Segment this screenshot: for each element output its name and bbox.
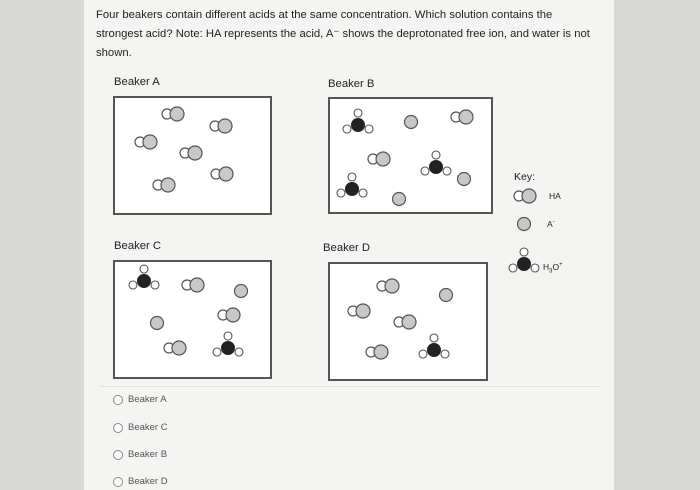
h3o-molecule	[420, 150, 454, 180]
ha-molecule	[133, 134, 163, 150]
ha-molecule	[346, 303, 376, 319]
question-text: Four beakers contain different acids at the same concentration. Which solution contains the strongest acid? Note: HA represents the acid, A⁻ shows the deprotonated free ion, and water is not shown.	[96, 9, 590, 59]
a-minus-ion	[148, 314, 166, 332]
ha-molecule	[151, 177, 181, 193]
key-ha-label: HA	[549, 191, 561, 201]
ha-molecule	[449, 109, 479, 125]
a-minus-ion	[390, 190, 408, 208]
ha-molecule	[160, 106, 190, 122]
key-ha-icon	[512, 188, 542, 204]
choice-beaker-c[interactable]	[113, 422, 168, 433]
radio-button[interactable]	[113, 477, 123, 487]
ha-molecule	[180, 277, 210, 293]
ha-molecule	[375, 278, 405, 294]
h3o-molecule	[336, 172, 370, 202]
choice-label: Beaker A	[128, 394, 167, 405]
ha-molecule	[209, 166, 239, 182]
ha-molecule	[366, 151, 396, 167]
divider	[100, 386, 600, 387]
ha-molecule	[392, 314, 422, 330]
key-h3o-icon	[508, 247, 542, 277]
key-a-minus-icon	[515, 215, 533, 233]
choice-label: Beaker C	[128, 422, 168, 433]
ha-molecule	[364, 344, 394, 360]
choice-beaker-b[interactable]	[113, 449, 167, 460]
choice-beaker-a[interactable]	[113, 394, 167, 405]
ha-molecule	[208, 118, 238, 134]
radio-button[interactable]	[113, 423, 123, 433]
choice-beaker-d[interactable]	[113, 476, 168, 487]
radio-button[interactable]	[113, 450, 123, 460]
ha-molecule	[162, 340, 192, 356]
a-minus-ion	[232, 282, 250, 300]
h3o-molecule	[418, 333, 452, 363]
beaker-d-label: Beaker D	[323, 242, 371, 254]
beaker-a-label: Beaker A	[114, 76, 160, 88]
key-h3o-label: $H_3O^+$	[543, 262, 563, 275]
ha-molecule	[178, 145, 208, 161]
h3o-molecule	[128, 264, 162, 294]
choice-label: Beaker B	[128, 449, 168, 460]
key-title: Key:	[514, 171, 536, 183]
radio-button[interactable]	[113, 395, 123, 405]
ha-molecule	[216, 307, 246, 323]
h3o-molecule	[212, 331, 246, 361]
beaker-c-label: Beaker C	[114, 240, 162, 252]
h3o-molecule	[342, 108, 376, 138]
beaker-b-label: Beaker B	[328, 78, 375, 90]
key-a-minus-label: A-	[547, 219, 555, 229]
a-minus-ion	[402, 113, 420, 131]
choice-label: Beaker D	[128, 476, 168, 487]
a-minus-ion	[455, 170, 473, 188]
a-minus-ion	[437, 286, 455, 304]
